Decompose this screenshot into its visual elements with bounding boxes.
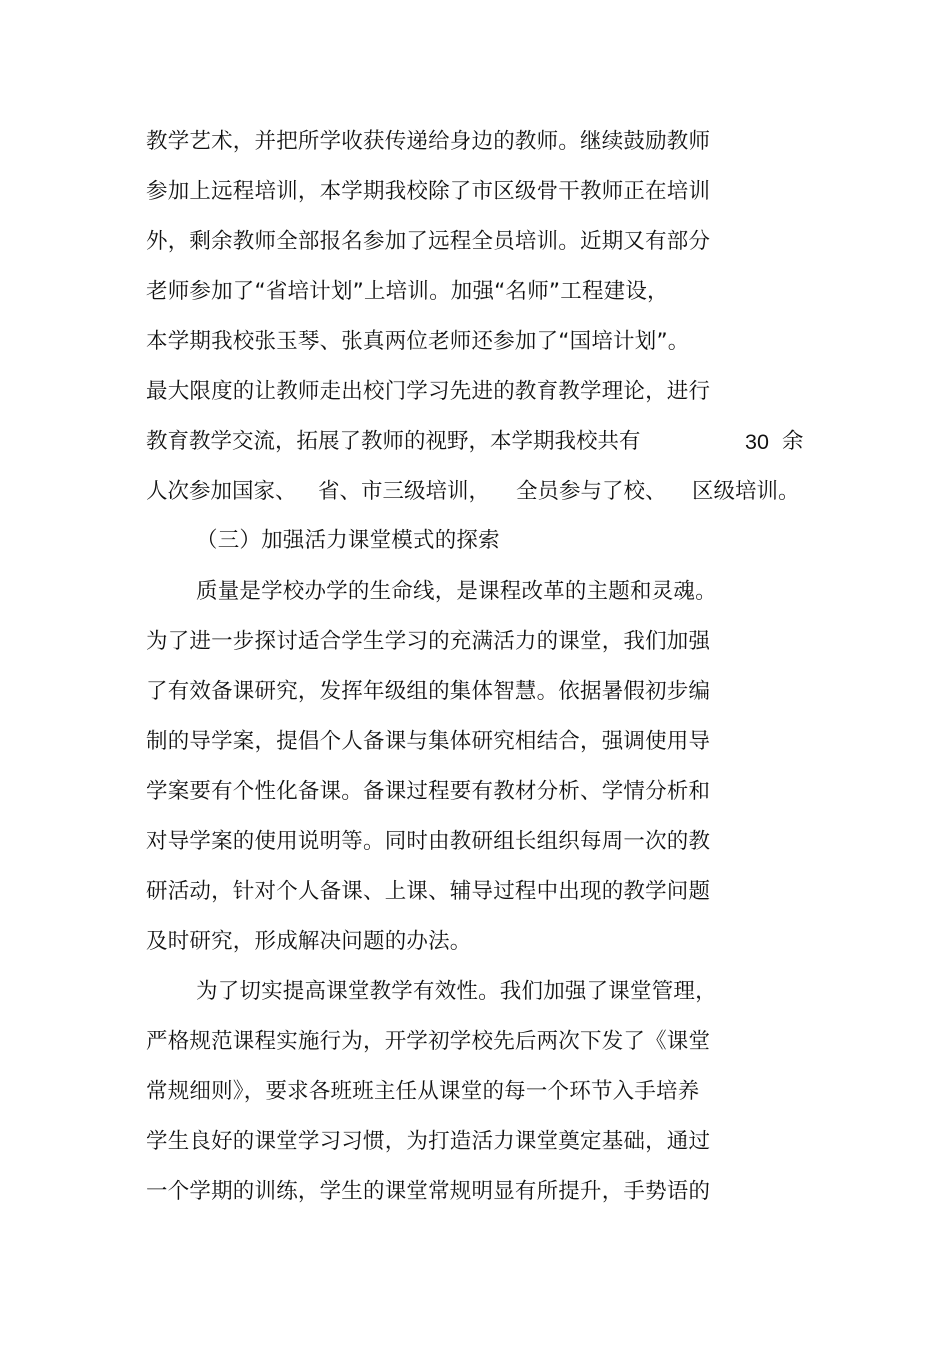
text-segment: 余 bbox=[782, 429, 804, 454]
paragraph-line: 常规细则》，要求各班班主任从课堂的每一个环节入手培养 bbox=[146, 1079, 700, 1104]
paragraph-line: 学生良好的课堂学习习惯，为打造活力课堂奠定基础，通过 bbox=[146, 1129, 711, 1154]
text-segment: 区级培训。 bbox=[692, 479, 800, 504]
text-segment: 人次参加国家、 bbox=[146, 479, 297, 504]
paragraph-line: 了有效备课研究，发挥年级组的集体智慧。依据暑假初步编 bbox=[146, 679, 711, 704]
paragraph-line: 质量是学校办学的生命线，是课程改革的主题和灵魂。 bbox=[196, 579, 717, 604]
paragraph-line: 一个学期的训练，学生的课堂常规明显有所提升，手势语的 bbox=[146, 1179, 711, 1204]
number-text: 30 bbox=[745, 430, 769, 454]
text-line: 最大限度的让教师走出校门学习先进的教育教学理论，进行 bbox=[146, 379, 711, 404]
text-segment: 全员参与了校、 bbox=[516, 479, 667, 504]
paragraph-line: 及时研究，形成解决问题的办法。 bbox=[146, 929, 472, 954]
section-heading: （三）加强活力课堂模式的探索 bbox=[196, 528, 500, 553]
text-line: 老师参加了“省培计划”上培训。加强“名师”工程建设， bbox=[146, 279, 669, 304]
paragraph-line: 学案要有个性化备课。备课过程要有教材分析、学情分析和 bbox=[146, 779, 711, 804]
text-line: 教学艺术，并把所学收获传递给身边的教师。继续鼓励教师 bbox=[146, 129, 711, 154]
paragraph-line: 制的导学案，提倡个人备课与集体研究相结合，强调使用导 bbox=[146, 729, 711, 754]
paragraph-line: 对导学案的使用说明等。同时由教研组长组织每周一次的教 bbox=[146, 829, 711, 854]
text-segment: 省、市三级培训， bbox=[318, 479, 491, 504]
text-line: 外，剩余教师全部报名参加了远程全员培训。近期又有部分 bbox=[146, 229, 711, 254]
paragraph-line: 为了切实提高课堂教学有效性。我们加强了课堂管理， bbox=[196, 979, 717, 1004]
text-line: 本学期我校张玉琴、张真两位老师还参加了“国培计划”。 bbox=[146, 329, 690, 354]
paragraph-line: 严格规范课程实施行为，开学初学校先后两次下发了《课堂 bbox=[146, 1029, 711, 1054]
text-segment: 教育教学交流，拓展了教师的视野，本学期我校共有 bbox=[146, 429, 641, 454]
paragraph-line: 为了进一步探讨适合学生学习的充满活力的课堂，我们加强 bbox=[146, 629, 711, 654]
text-line: 参加上远程培训，本学期我校除了市区级骨干教师正在培训 bbox=[146, 179, 711, 204]
paragraph-line: 研活动，针对个人备课、上课、辅导过程中出现的教学问题 bbox=[146, 879, 711, 904]
